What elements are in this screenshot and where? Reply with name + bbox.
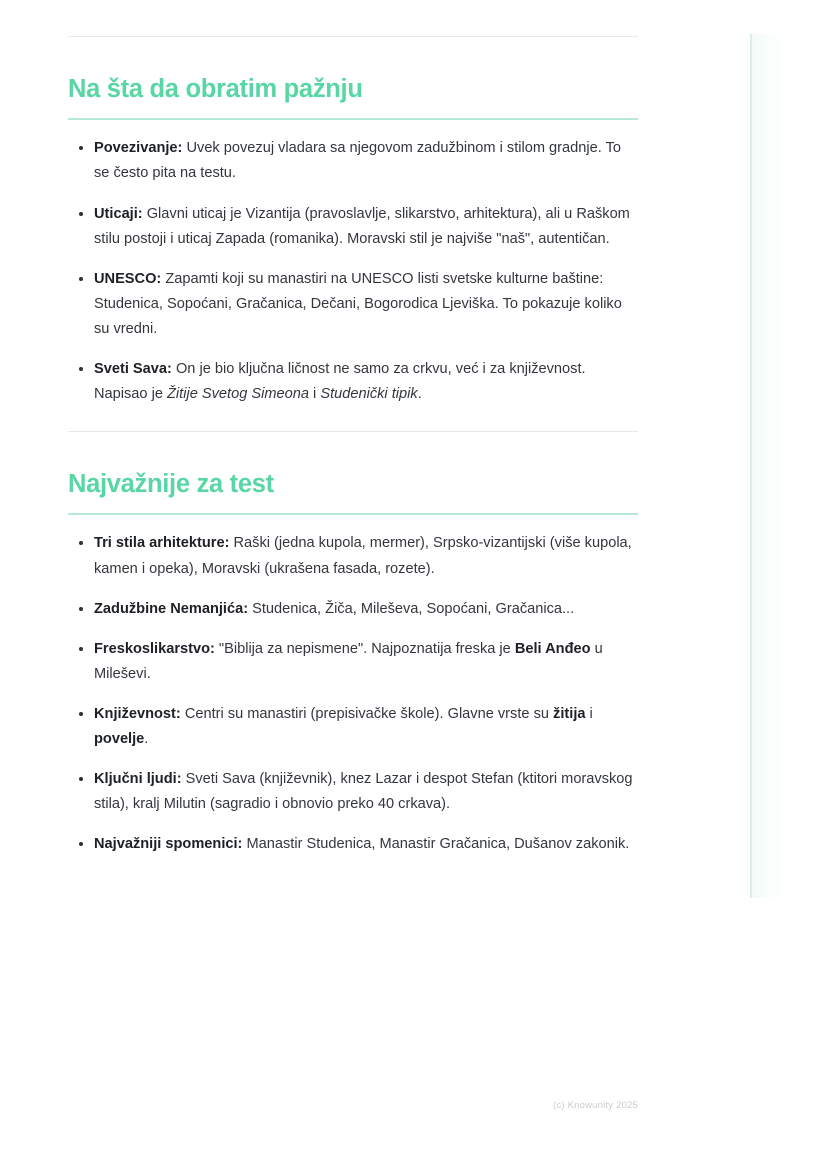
section-heading: Na šta da obratim pažnju	[68, 75, 363, 103]
list-item-text: Sveti Sava (književnik), knez Lazar i despot Stefan (ktitori moravskog stila), kralj Milutin (sagradio i obnovio preko 40 crkava).	[94, 771, 633, 813]
list-item-text: Uvek povezuj vladara sa njegovom zadužbinom i stilom gradnje. To se često pita na testu.	[94, 140, 622, 182]
list-item-lead: Zadužbine Nemanjića:	[94, 600, 249, 617]
list-item	[68, 702, 638, 752]
bullet-list	[68, 515, 638, 857]
list-item-text: Glavni uticaj je Vizantija (pravoslavlje, slikarstvo, arhitektura), ali u Raškom stilu postoji i uticaj Zapada (romanika). Moravski stil je najviše "naš", autentičan.	[94, 205, 630, 247]
list-item	[68, 832, 638, 857]
list-item	[68, 267, 638, 342]
list-item-lead: Uticaji:	[94, 205, 143, 222]
section-heading: Najvažnije za test	[68, 470, 274, 499]
list-item-lead: Freskoslikarstvo:	[94, 640, 215, 657]
list-item-text: On je bio ključna ličnost ne samo za crkvu, već i za književnost. Napisao je	[94, 360, 586, 403]
list-item-text: Zapamti koji su manastiri na UNESCO listi svetske kulturne baštine: Studenica, Sopoćani, Gračanica, Dečani, Bogorodica Ljeviška. To pokazuje koliko su vredni.	[94, 270, 622, 337]
list-item-text: .	[144, 731, 149, 748]
list-item	[68, 637, 638, 687]
emphasis-text: Žitije Svetog Simeona	[167, 386, 309, 403]
list-item-lead: Ključni ljudi:	[94, 771, 182, 788]
footer-copyright: (c) Knowunity 2025	[553, 1100, 638, 1111]
section-najvaznije-za-test	[68, 432, 638, 857]
list-item-text: i	[585, 705, 593, 722]
list-item-lead: UNESCO:	[94, 270, 162, 287]
list-item-lead: Sveti Sava:	[94, 360, 172, 377]
list-item	[68, 767, 638, 817]
emphasis-text: Studenički tipik	[320, 386, 418, 403]
list-item-text: Studenica, Žiča, Mileševa, Sopoćani, Gračanica...	[248, 600, 575, 617]
list-item-text: .	[417, 386, 422, 403]
strong-text: žitija	[553, 705, 586, 722]
list-item-lead: Povezivanje:	[94, 140, 183, 157]
list-item-text: u Mileševi.	[94, 640, 603, 682]
strong-text: Beli Anđeo	[514, 640, 591, 657]
list-item-text: "Biblija za nepismene". Najpoznatija freska je	[214, 640, 515, 657]
list-item-text: Manastir Studenica, Manastir Gračanica, Dušanov zakonik.	[242, 836, 630, 853]
list-item-lead: Najvažniji spomenici:	[94, 836, 243, 853]
list-item-text: Raški (jedna kupola, mermer), Srpsko-vizantijski (više kupola, kamen i opeka), Moravski (ukrašena fasada, rozete).	[94, 535, 632, 577]
list-item	[68, 531, 638, 581]
list-item	[68, 357, 638, 407]
list-item-lead: Književnost:	[94, 705, 181, 722]
strong-text: povelje	[94, 731, 145, 748]
list-item	[68, 597, 638, 622]
list-item-lead: Tri stila arhitekture:	[94, 535, 230, 552]
list-item	[68, 136, 638, 186]
bullet-list	[68, 120, 638, 407]
document-content	[68, 0, 638, 872]
list-item-text: Centri su manastiri (prepisivačke škole). Glavne vrste su	[180, 705, 554, 722]
list-item-text: i	[308, 386, 321, 403]
section-na-sta-da-obratim-paznju	[68, 37, 638, 407]
right-side-rail-panel	[750, 34, 791, 898]
list-item	[68, 202, 638, 252]
right-side-rail-line	[750, 34, 752, 898]
